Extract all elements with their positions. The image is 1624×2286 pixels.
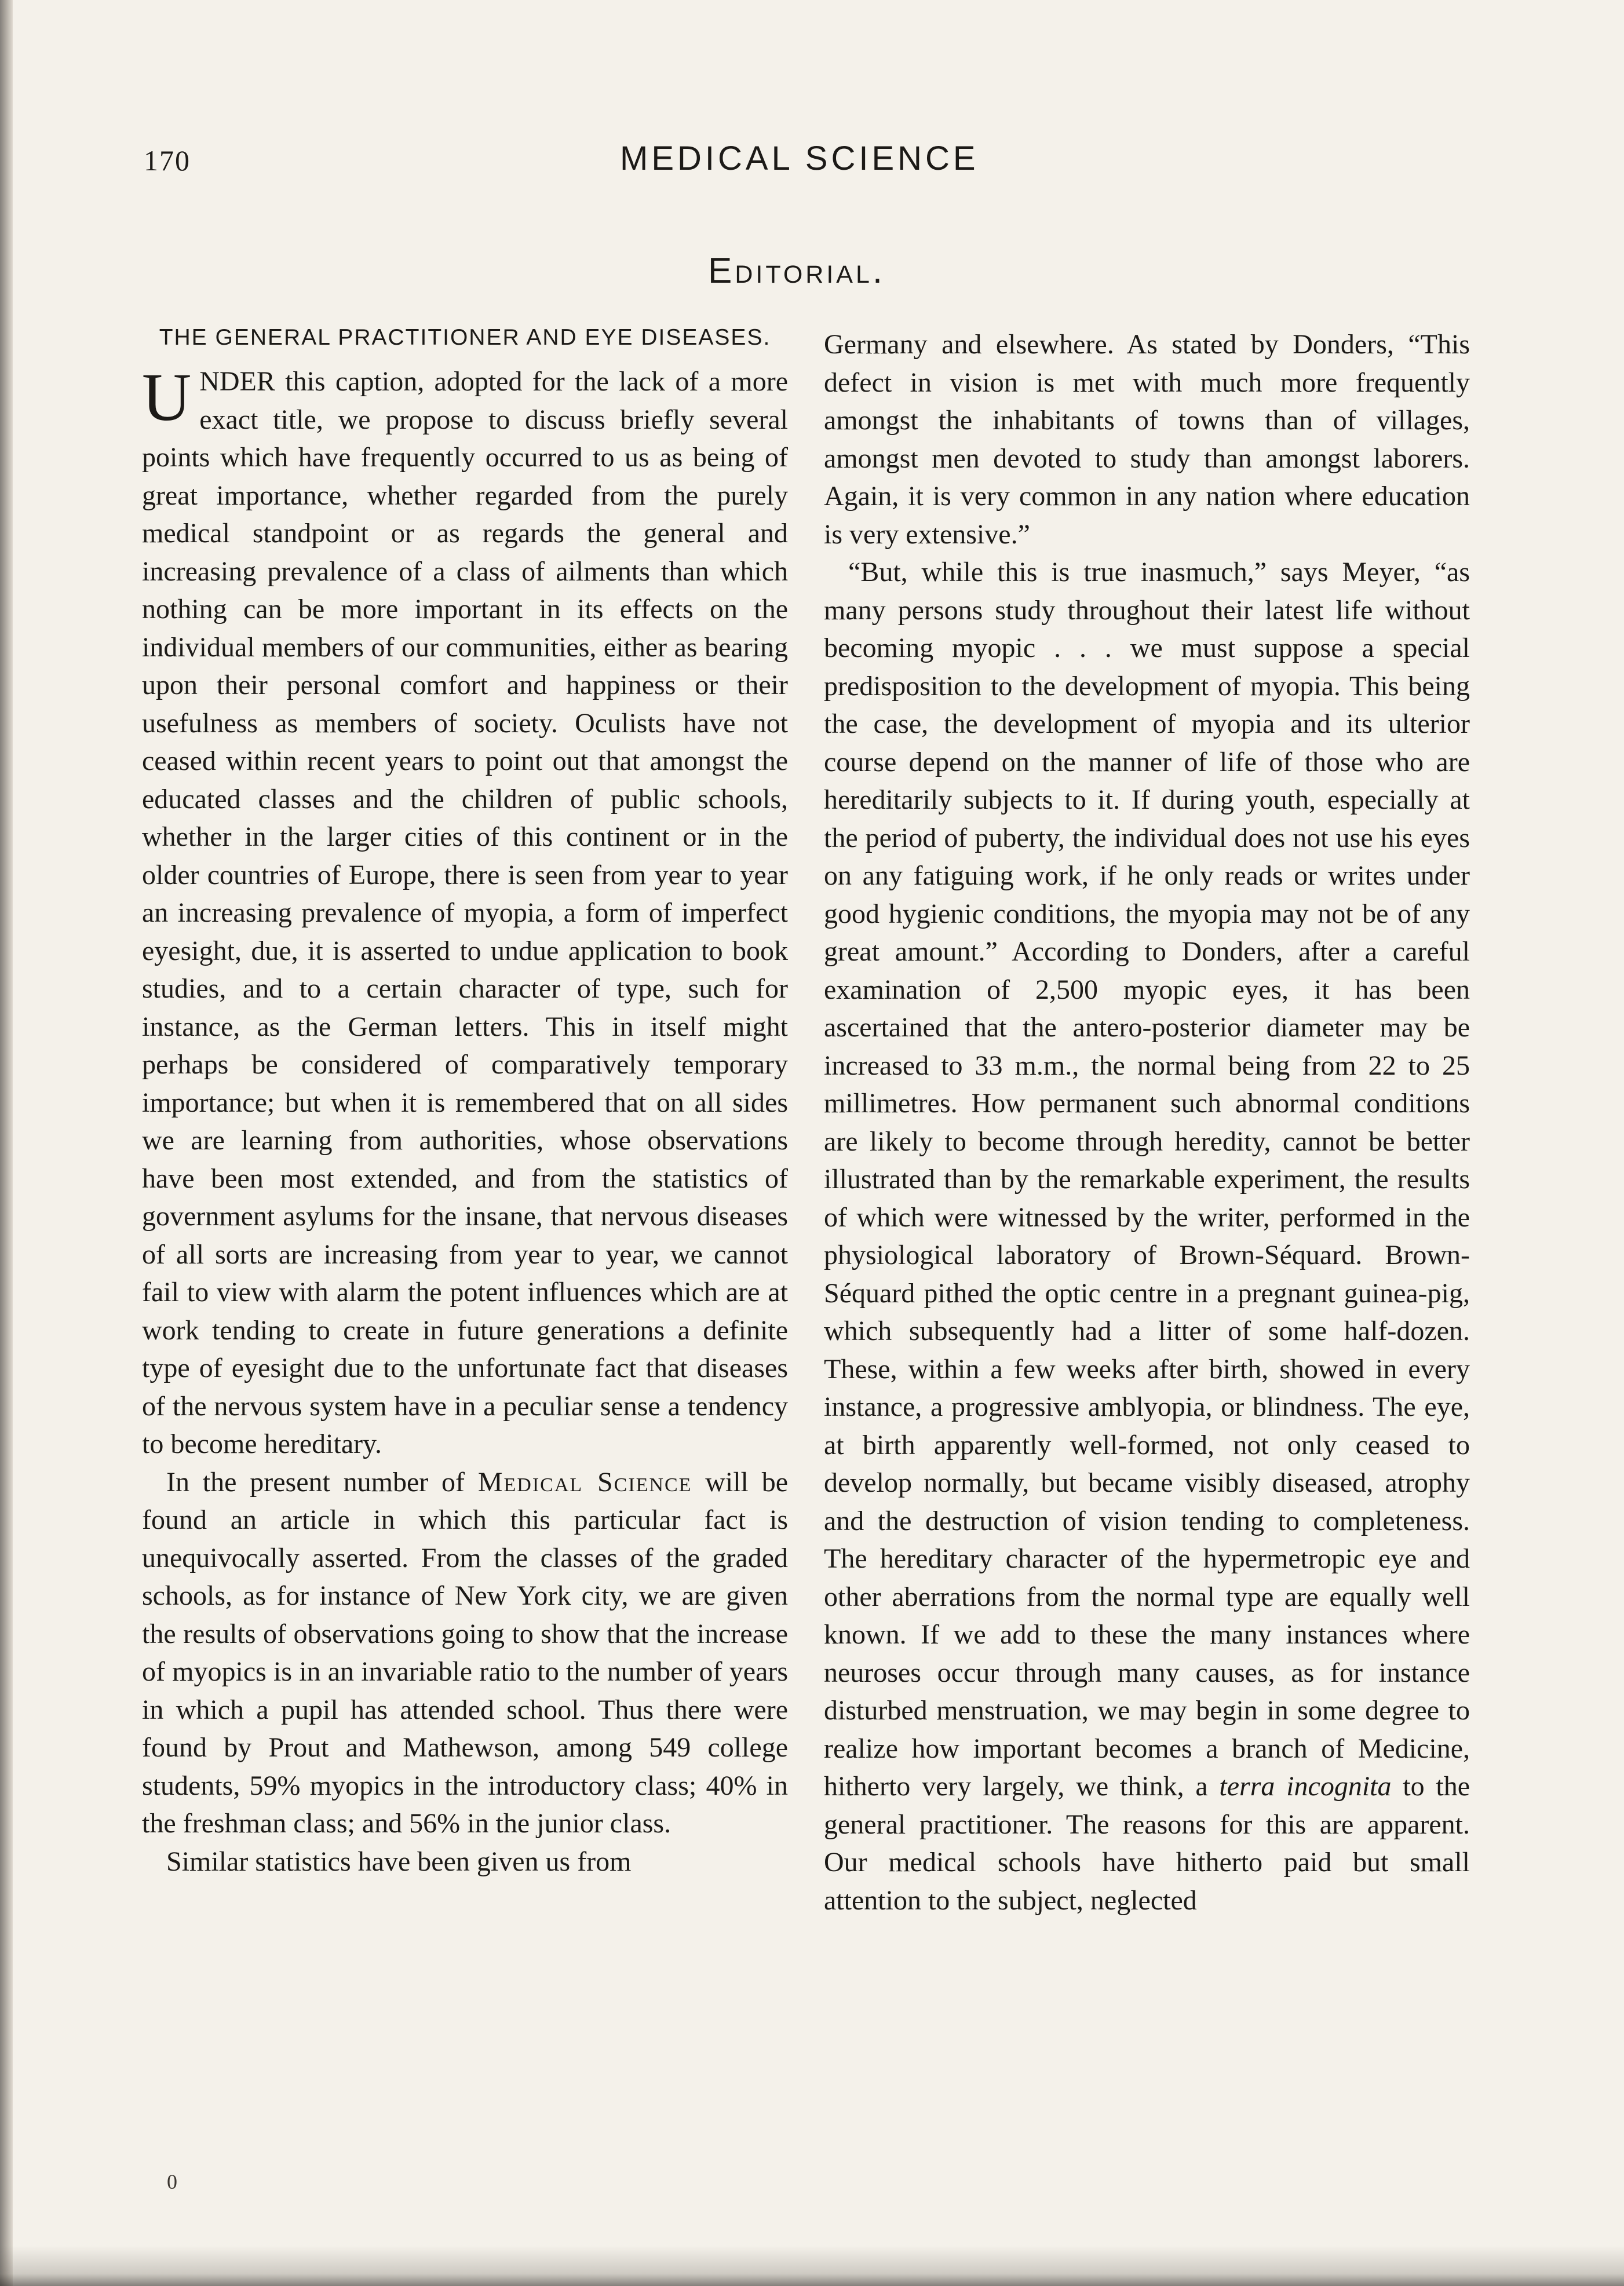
scan-binding-edge [0,0,13,2286]
italic-phrase: terra incognita [1219,1771,1392,1802]
running-head: MEDICAL SCIENCE [620,140,979,177]
section-title-text: Editorial. [708,251,886,291]
paragraph-1-text: NDER this caption, adopted for the lack of a more exact title, we propose to discuss briefly several points which have frequently occurred to us as being of great importance, whether regarded from the purely medical standpoint or as regards the general and increasing prevalence of a class of ailments than which nothing can be more important in its effects on the individual members of our communities, either as bearing upon their personal comfort and happiness or their usefulness as members of society. Oculists have not ceased within recent years to point out that amongst the educated classes and the children of public schools, whether in the larger cities of this continent or in the older countries of Europe, there is seen from year to year an increasing prevalence of myopia, a form of imperfect eyesight, due, it is asserted to undue application to book studies, and to a certain character of type, such for instance, as the German letters. This in itself might perhaps be considered of comparatively temporary importance; but when it is remembered that on all sides we are learning from authorities, whose observations have been most extended, and from the statistics of government asylums for the insane, that nervous diseases of all sorts are increasing from year to year, we cannot fail to view with alarm the potent influences which are at work tending to create in future generations a definite type of eyesight due to the unfortunate fact that diseases of the nervous system have in a peculiar sense a tendency to become hereditary. [142,366,788,1459]
scan-bottom-edge [0,2245,1624,2286]
section-title [708,250,885,291]
paragraph-3-continued: Germany and elsewhere. As stated by Donders, “This defect in vision is met with much more frequently amongst the inhabitants of towns than of villages, amongst men devoted to study than amongst laborers. Again, it is very common in any nation where education is very extensive.” [824,329,1470,550]
paragraph-4-end: to the general practitioner. The reasons for this are apparent. Our medical schools have hitherto paid but small attention to the subject, neglected [824,1771,1470,1916]
left-column [142,317,788,1880]
paragraph-1 [142,359,788,1463]
paragraph-2-end: will be found an article in which this particular fact is unequivocally asserted. From the classes of the graded schools, as for instance of New York city, we are given the results of observations going to show that the increase of myopics is in an invariable ratio to the number of years in which a pupil has attended school. Thus there were found by Prout and Mathewson, among 549 college students, 59% myopics in the introductory class; 40% in the freshman class; and 56% in the junior class. [142,1466,788,1839]
page-number: 170 [144,144,191,177]
article-headline: THE GENERAL PRACTITIONER AND EYE DISEASES. [159,325,771,350]
drop-cap: U [142,359,192,435]
journal-name: Medical Science [477,1466,692,1498]
footer-mark: 0 [167,2170,177,2193]
paragraph-4-start: “But, while this is true inasmuch,” says Meyer, “as many persons study throughout their latest life without becoming myopic . . . we must suppose a special predisposition to the development of myopia. This being the case, the development of myopia and its ulterior course depend on the manner of life of those who are hereditarily subjects to it. If during youth, especially at the period of puberty, the individual does not use his eyes on any fatiguing work, if he only reads or writes under good hygienic conditions, the myopia may not be of any great amount.” According to Donders, after a careful examination of 2,500 myopic eyes, it has been ascertained that the antero-posterior diameter may be increased to 33 m.m., the normal being from 22 to 25 millimetres. How permanent such abnormal conditions are likely to become through heredity, cannot be better illustrated than by the remarkable experiment, the results of which were witnessed by the writer, performed in the physiological laboratory of Brown-Séquard. Brown-Séquard pithed the optic centre in a pregnant guinea-pig, which subsequently had a litter of some half-dozen. These, within a few weeks after birth, showed in every instance, a progressive amblyopia, or blindness. The eye, at birth apparently well-formed, not only ceased to develop normally, but became visibly diseased, atrophy and the destruction of vision tending to completeness. The hereditary character of the hypermetropic eye and other aberrations from the normal type are equally well known. If we add to these the many instances where neuroses occur through many causes, as for instance disturbed menstruation, we may begin in some degree to realize how important becomes a branch of Medicine, hitherto very largely, we think, a [824,557,1470,1802]
paragraph-4 [824,553,1470,1919]
paragraph-2 [142,1463,788,1843]
right-column [824,326,1470,1919]
paragraph-3: Similar statistics have been given us from [166,1846,632,1877]
paragraph-2-start: In the present number of [166,1466,478,1498]
